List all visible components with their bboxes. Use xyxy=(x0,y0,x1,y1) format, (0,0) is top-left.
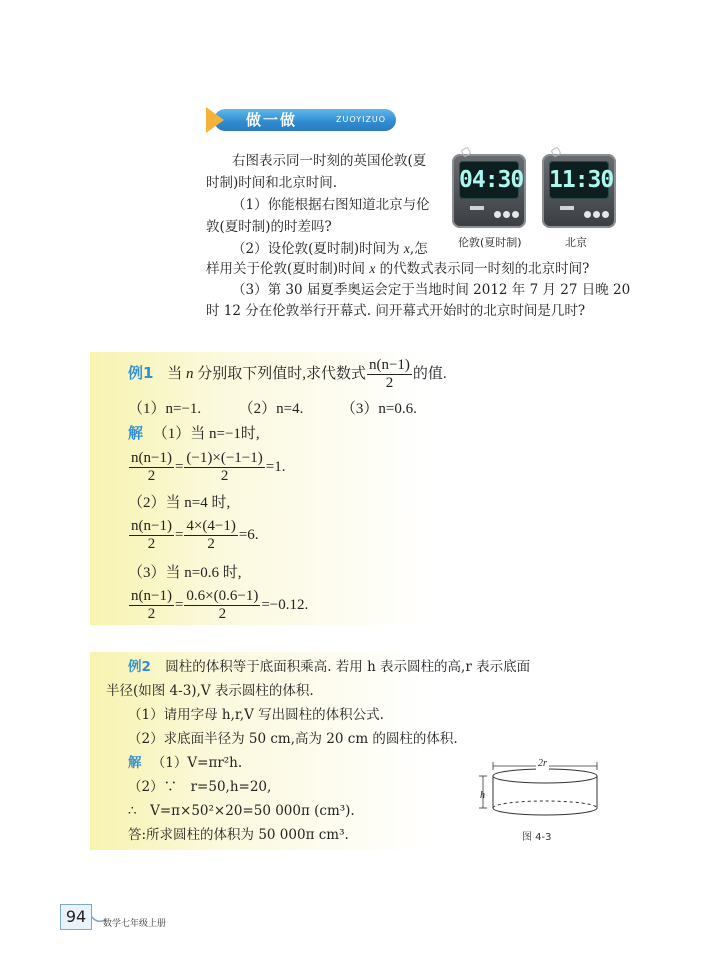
activity-q2b xyxy=(206,258,589,280)
example1-s2-head: （2）当 n=4 时, xyxy=(128,495,231,511)
book-title: 数学七年级上册 xyxy=(103,919,167,929)
london-clock xyxy=(452,154,526,228)
example1-s3-head: （3）当 n=0.6 时, xyxy=(128,565,242,581)
section-banner xyxy=(206,107,396,133)
fraction-denominator: 2 xyxy=(147,606,156,622)
ex1-s1-head-text: （1）当 n=−1时, xyxy=(152,426,260,442)
cylinder-bottom-front xyxy=(493,808,597,815)
fraction-numerator: n(n−1) xyxy=(131,450,172,466)
example2-s3: ∴ V=π×50²×20=50 000π (cm³). xyxy=(128,803,355,819)
example1-cases: （1）n=−1. （2）n=4. （3）n=0.6. xyxy=(128,401,417,417)
figure-side-label: h xyxy=(480,790,485,801)
example1-s1-head xyxy=(128,422,260,445)
fraction-numerator: (−1)×(−1−1) xyxy=(186,450,263,466)
banner-title: 做一做 xyxy=(246,111,298,129)
var-x: x xyxy=(403,241,410,256)
example2-answer: 答:所求圆柱的体积为 50 000π cm³. xyxy=(128,827,349,843)
ex1-s3-lhs xyxy=(129,588,174,623)
ex1-s1-result: =1. xyxy=(265,458,286,475)
clock-buttons xyxy=(494,203,522,213)
ex1-s1-mid xyxy=(184,450,264,485)
example2-q1: （1）请用字母 h,r,V 写出圆柱的体积公式. xyxy=(128,707,384,723)
clock-time: 11:30 xyxy=(549,167,614,193)
antenna-icon xyxy=(461,147,472,158)
ex2-s1-text: （1）V=πr²h. xyxy=(151,755,243,771)
example1-label: 例1 xyxy=(128,364,154,382)
beijing-caption: 北京 xyxy=(565,236,587,249)
fraction-numerator: n(n−1) xyxy=(131,518,172,534)
example1-intro xyxy=(128,355,447,392)
clock-buttons xyxy=(584,203,612,213)
example1-s1-eq: $\frac{n(n-1)}{2}$ = $\frac{(-1)\times(-1-1)}{2}$ =1. xyxy=(131,450,286,484)
activity-q1b: 敦(夏时制)的时差吗? xyxy=(206,219,332,235)
ex2-solution-label: 解 xyxy=(128,755,142,771)
clock-screen xyxy=(549,161,614,199)
activity-line1: 右图表示同一时刻的英国伦敦(夏 xyxy=(232,153,427,169)
ex1-intro-c: 的值. xyxy=(412,366,447,382)
ex2-intro1-text: 圆柱的体积等于底面积乘高. 若用 h 表示圆柱的高,r 表示底面 xyxy=(165,659,531,675)
ex1-s2-result: =6. xyxy=(238,526,259,543)
activity-q2a-text: （2）设伦敦(夏时制)时间为 xyxy=(232,241,404,257)
fraction-denominator: 2 xyxy=(220,468,229,484)
example2-s2: （2）∵ r=50,h=20, xyxy=(128,779,272,795)
ex1-s2-lhs xyxy=(129,518,174,553)
example1-s2-eq: $\frac{n(n-1)}{2}$ = $\frac{4\times(4-1)}{2}$ =6. xyxy=(131,518,259,552)
var-x: x xyxy=(369,261,376,276)
example2-s1 xyxy=(128,752,242,774)
beijing-clock xyxy=(542,154,616,228)
ex1-intro-a: 当 xyxy=(167,366,186,382)
example2-label: 例2 xyxy=(128,659,151,675)
activity-q3a: （3）第 30 届夏季奥运会定于当地时间 2012 年 7 月 27 日晚 20 xyxy=(232,282,631,298)
fraction-denominator: 2 xyxy=(207,536,215,552)
ex1-solution-label: 解 xyxy=(128,424,144,442)
fraction-numerator: 4×(4−1) xyxy=(186,518,236,534)
ex1-intro-b: 分别取下列值时,求代数式 xyxy=(193,366,366,382)
fraction-numerator: n(n−1) xyxy=(368,357,410,374)
figure-caption: 图 4-3 xyxy=(522,832,552,843)
fraction-numerator: n(n−1) xyxy=(131,588,172,604)
page-number: 94 xyxy=(60,904,92,930)
example2-intro1 xyxy=(128,656,530,678)
london-caption: 伦敦(夏时制) xyxy=(458,236,522,249)
activity-q2b-text1: 样用关于伦敦(夏时制)时间 xyxy=(206,261,370,277)
example1-panel xyxy=(90,352,610,625)
example2-q2: （2）求底面半径为 50 cm,高为 20 cm 的圆柱的体积. xyxy=(128,731,458,747)
banner-subtitle: ZUOYIZUO xyxy=(336,115,387,124)
fraction-denominator: 2 xyxy=(385,375,394,392)
fraction-denominator: 2 xyxy=(218,606,227,622)
clock-time: 04:30 xyxy=(459,167,524,193)
activity-q2a-end: ,怎 xyxy=(409,241,428,257)
var-n: n xyxy=(185,366,194,382)
clock-screen xyxy=(459,161,524,199)
activity-q3b: 时 12 分在伦敦举行开幕式. 问开幕式开始时的北京时间是几时? xyxy=(206,303,586,319)
fraction-denominator: 2 xyxy=(147,468,156,484)
figure-top-label: 2r xyxy=(538,758,547,769)
cylinder-bottom-back xyxy=(493,801,597,808)
ex1-s2-mid xyxy=(184,518,237,553)
example1-s3-eq: $\frac{n(n-1)}{2}$ = $\frac{0.6\times(0.6-1)}{2}$ =−0.12. xyxy=(131,588,309,622)
ex1-s3-result: =−0.12. xyxy=(261,596,309,613)
activity-q2b-text2: 的代数式表示同一时刻的北京时间? xyxy=(375,261,590,277)
activity-q2a xyxy=(232,238,428,260)
banner-arrow-icon xyxy=(206,107,224,133)
cylinder-top-ellipse xyxy=(493,769,597,783)
clock-bar xyxy=(470,206,484,210)
example2-intro2: 半径(如图 4-3),V 表示圆柱的体积. xyxy=(106,683,314,699)
fraction-numerator: 0.6×(0.6−1) xyxy=(186,588,259,604)
activity-line2: 时制)时间和北京时间. xyxy=(206,175,338,191)
activity-q1a: （1）你能根据右图知道北京与伦 xyxy=(232,197,430,213)
ex1-s3-mid xyxy=(184,588,260,623)
antenna-icon xyxy=(551,147,562,158)
clock-bar xyxy=(560,206,574,210)
ex1-intro-fraction xyxy=(367,357,412,392)
fraction-denominator: 2 xyxy=(147,536,156,552)
ex1-s1-lhs xyxy=(129,450,174,485)
